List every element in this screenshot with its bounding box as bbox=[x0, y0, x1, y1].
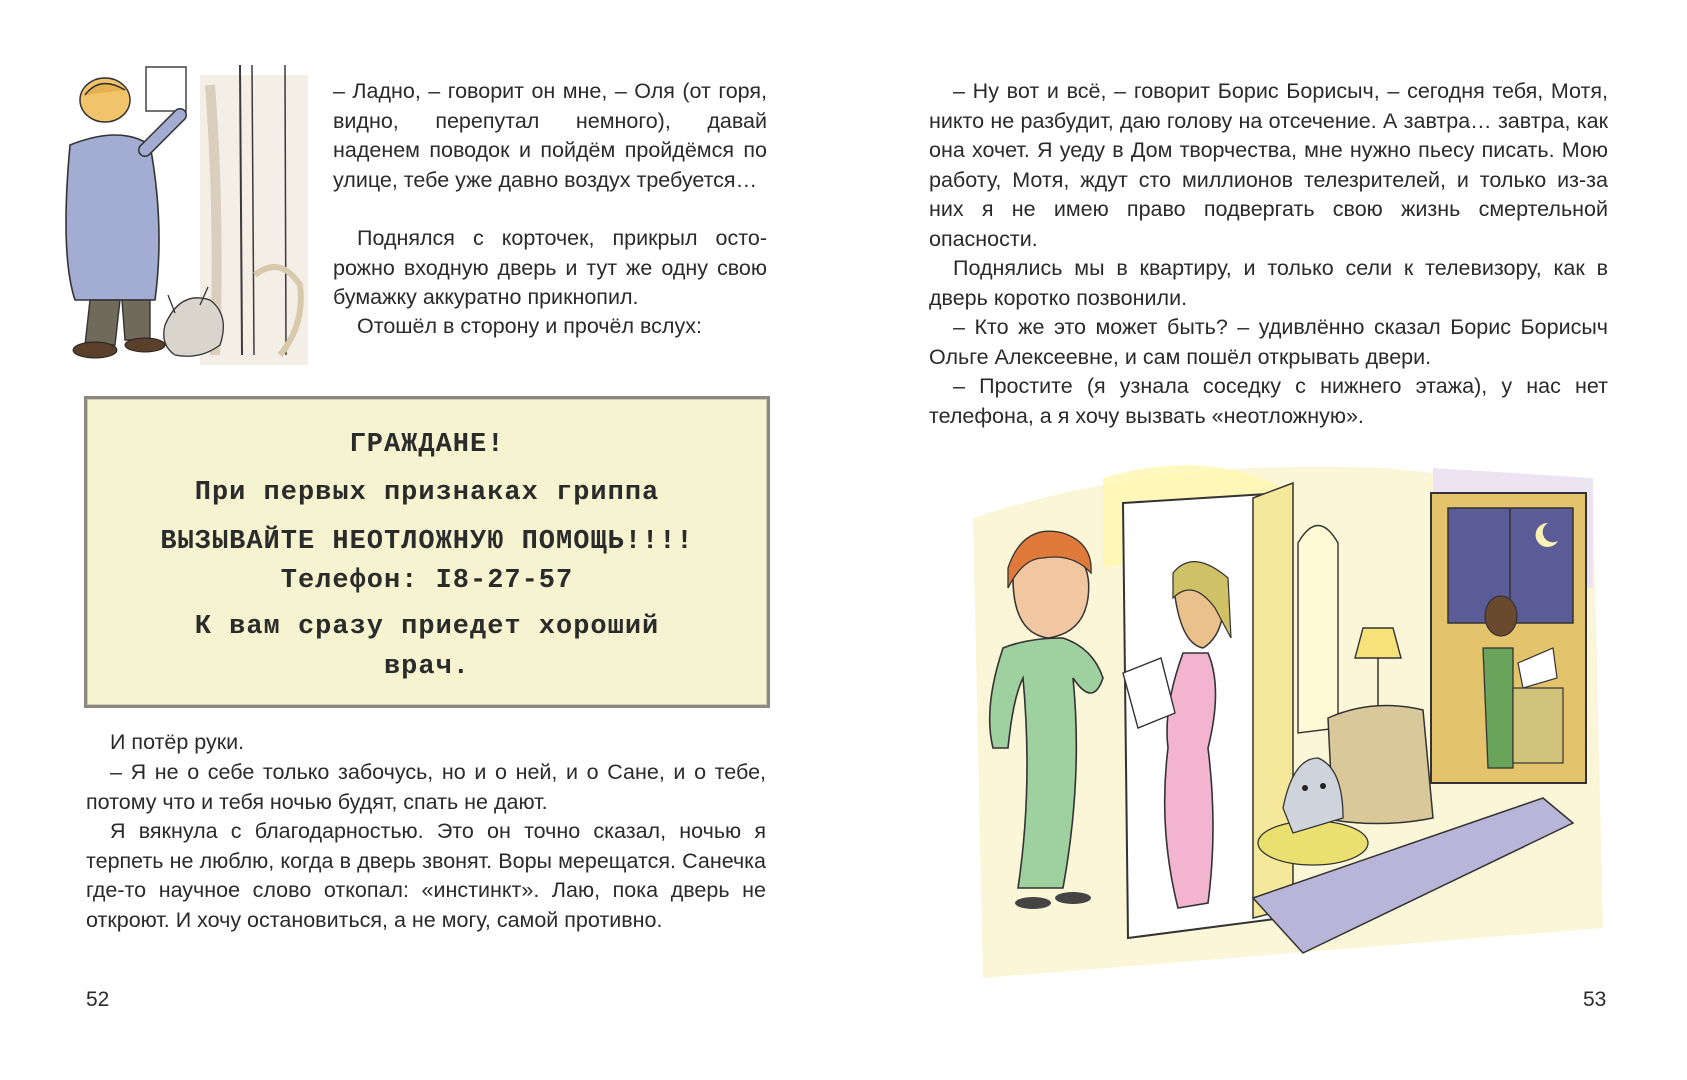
paragraph: – Ладно, – говорит он мне, – Оля (от горя, видно, перепутал немного), давай наденем поводок и пойдём пройдёмся по улице, тебе уже давно воздух требуется… bbox=[333, 79, 767, 192]
paragraph: Поднялись мы в квартиру, и только сели к телевизору, как в дверь коротко позвонили. bbox=[929, 256, 1608, 310]
typed-notice bbox=[84, 396, 770, 708]
paragraph: – Простите (я узнала соседку с нижнего этажа), у нас нет телефона, а я хочу вызвать «неотложную». bbox=[929, 374, 1608, 428]
notice-line: К вам сразу приедет хороший bbox=[194, 612, 660, 642]
right-page bbox=[843, 0, 1687, 1080]
left-page bbox=[0, 0, 843, 1080]
paragraph: – Кто же это может быть? – удивлённо сказал Борис Борисыч Ольге Алексеевне, и сам пошёл открывать двери. bbox=[929, 315, 1608, 369]
notice-line: При первых признаках гриппа bbox=[194, 478, 660, 508]
paragraph: Поднялся с корточек, прикрыл осторожно входную дверь и тут же одну свою бумажку аккуратно прикнопил. bbox=[333, 226, 767, 309]
notice-line: ВЫЗЫВАЙТЕ НЕОТЛОЖНУЮ ПОМОЩЬ!!!! bbox=[160, 527, 694, 557]
paragraph: Отошёл в сторону и прочёл вслух: bbox=[357, 314, 702, 338]
page-number: 53 bbox=[1583, 988, 1607, 1011]
man-at-door-illustration bbox=[50, 55, 310, 365]
notice-phone: Телефон: I8-27-57 bbox=[280, 566, 574, 596]
paragraph: И потёр руки. bbox=[110, 730, 245, 754]
page-number: 52 bbox=[86, 988, 110, 1011]
paragraph: – Я не о себе только забочусь, но и о ней, и о Сане, и о тебе, потому что и тебя ночью будят, спать не дают. bbox=[86, 760, 766, 814]
notice-line: врач. bbox=[383, 652, 470, 682]
notice-heading: ГРАЖДАНЕ! bbox=[349, 430, 505, 460]
paragraph: Я вякнула с благодарностью. Это он точно сказал, ночью я терпеть не люблю, когда в дверь звонят. Воры мерещатся. Санечка где-то научное слово откопал: «инстинкт». Лаю, пока дверь не откроют. И хочу остановиться, а не могу, самой противно. bbox=[86, 819, 766, 932]
doorway-scene-illustration bbox=[953, 448, 1613, 993]
paragraph: – Ну вот и всё, – говорит Борис Борисыч, – сегодня тебя, Мотя, никто не разбудит, даю голову на отсечение. А завтра… завтра, как она хочет. Я уеду в Дом творчества, мне нужно пьесу писать. Мою работу, Мотя, ждут сто миллионов телезрителей, и только из-за них я не имею право подвергать свою жизнь смертельной опасности. bbox=[929, 79, 1608, 251]
